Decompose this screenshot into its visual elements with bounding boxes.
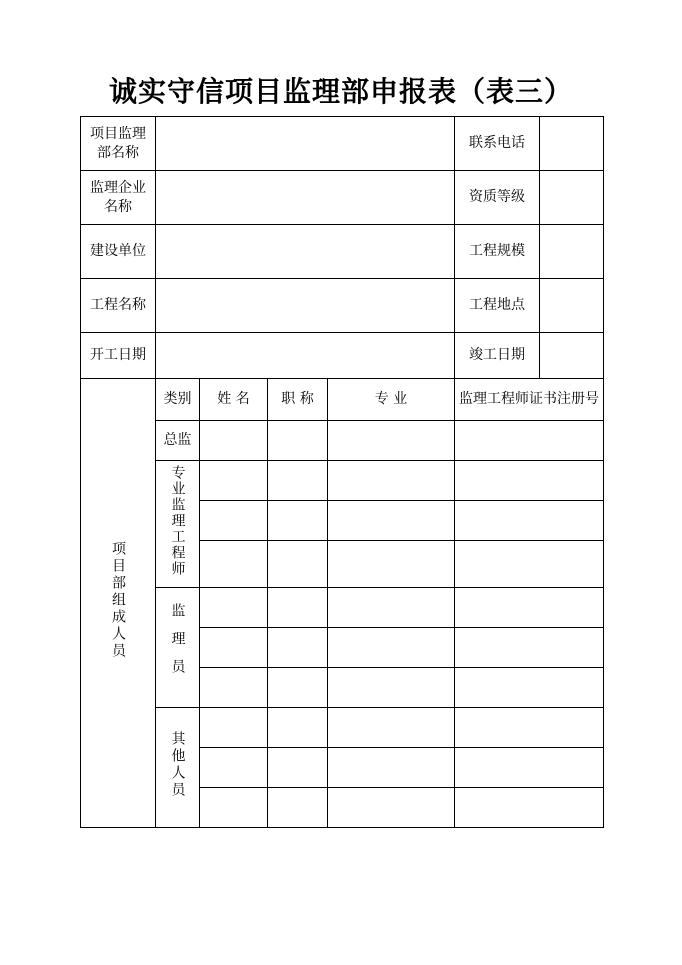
builder-label: 建设单位 [81,225,156,279]
major-cell[interactable] [328,541,455,588]
name-cell[interactable] [200,461,268,501]
major-cell[interactable] [328,461,455,501]
major-cell[interactable] [328,588,455,628]
info-row [81,117,604,171]
category-others: 其他人员 [156,708,200,828]
end-date-cell [455,333,604,379]
major-header: 专 业 [328,379,455,421]
name-cell[interactable] [200,588,268,628]
category-specialist: 专业监理工程师 [156,461,200,588]
cert-cell[interactable] [455,788,604,828]
location-cell [455,279,604,333]
cert-header: 监理工程师证书注册号 [455,379,604,421]
cert-cell[interactable] [455,501,604,541]
start-date-label: 开工日期 [81,333,156,379]
title-cell[interactable] [268,501,328,541]
title-cell[interactable] [268,708,328,748]
major-cell[interactable] [328,421,455,461]
phone-cell [455,117,604,171]
name-cell[interactable] [200,628,268,668]
name-cell[interactable] [200,501,268,541]
company-name-label: 监理企业名称 [81,171,156,225]
location-field[interactable] [540,279,603,332]
info-row [81,333,604,379]
end-date-field[interactable] [540,333,603,378]
major-cell[interactable] [328,788,455,828]
table-row [81,588,604,628]
phone-field[interactable] [540,117,603,170]
cert-cell[interactable] [455,668,604,708]
name-cell[interactable] [200,541,268,588]
category-supervisor: 监理员 [156,588,200,708]
cert-cell[interactable] [455,748,604,788]
table-row [81,421,604,461]
project-dept-name-field[interactable] [156,117,455,171]
category-chief: 总监 [156,421,200,461]
scale-cell [455,225,604,279]
cert-cell[interactable] [455,541,604,588]
title-header: 职 称 [268,379,328,421]
name-cell[interactable] [200,748,268,788]
cert-cell[interactable] [455,588,604,628]
end-date-label: 竣工日期 [455,333,540,378]
major-cell[interactable] [328,628,455,668]
table-row [81,461,604,501]
info-row [81,171,604,225]
personnel-header-row [81,379,604,421]
title-cell[interactable] [268,421,328,461]
title-cell[interactable] [268,461,328,501]
title-cell[interactable] [268,788,328,828]
name-cell[interactable] [200,421,268,461]
name-cell[interactable] [200,788,268,828]
title-cell[interactable] [268,748,328,788]
cert-cell[interactable] [455,461,604,501]
major-cell[interactable] [328,748,455,788]
cert-cell[interactable] [455,708,604,748]
name-cell[interactable] [200,708,268,748]
builder-field[interactable] [156,225,455,279]
title-cell[interactable] [268,541,328,588]
scale-label: 工程规模 [455,225,540,278]
start-date-field[interactable] [156,333,455,379]
cert-cell[interactable] [455,628,604,668]
info-row [81,225,604,279]
title-cell[interactable] [268,588,328,628]
major-cell[interactable] [328,501,455,541]
project-dept-name-label: 项目监理部名称 [81,117,156,171]
location-label: 工程地点 [455,279,540,332]
company-name-field[interactable] [156,171,455,225]
scale-field[interactable] [540,225,603,278]
qualification-label: 资质等级 [455,171,540,224]
cert-cell[interactable] [455,421,604,461]
qualification-field[interactable] [540,171,603,224]
application-form-table [80,116,604,828]
major-cell[interactable] [328,668,455,708]
project-name-field[interactable] [156,279,455,333]
project-name-label: 工程名称 [81,279,156,333]
form-title: 诚实守信项目监理部申报表（表三） [108,75,573,108]
table-row [81,708,604,748]
title-cell[interactable] [268,668,328,708]
title-cell[interactable] [268,628,328,668]
personnel-group-label: 项目部组成人员 [81,379,156,828]
category-header: 类别 [156,379,200,421]
qualification-cell [455,171,604,225]
phone-label: 联系电话 [455,117,540,170]
major-cell[interactable] [328,708,455,748]
name-cell[interactable] [200,668,268,708]
info-row [81,279,604,333]
name-header: 姓 名 [200,379,268,421]
